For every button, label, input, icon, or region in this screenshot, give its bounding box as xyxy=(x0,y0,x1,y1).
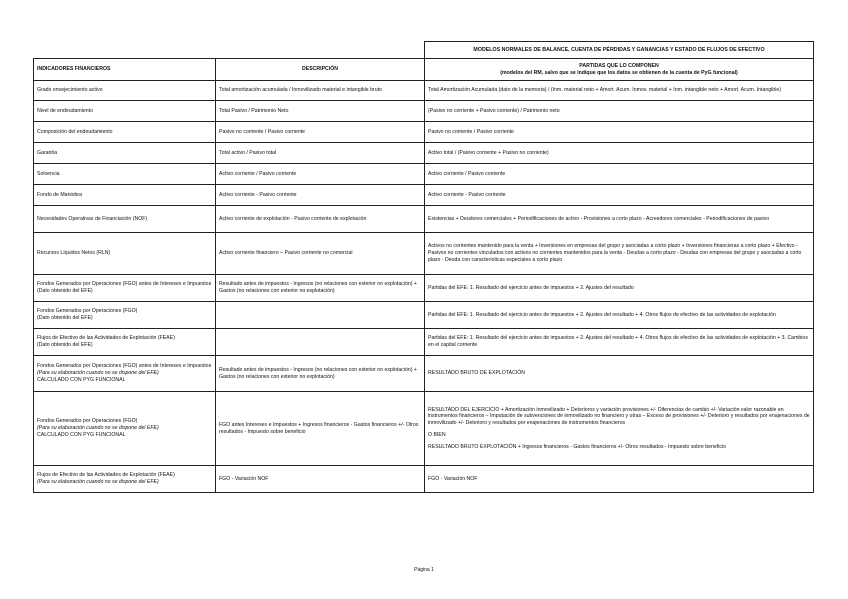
indicator-cell xyxy=(34,233,216,275)
table-row xyxy=(34,233,814,275)
indicator-text: Solvencia xyxy=(37,170,60,177)
table-row xyxy=(34,356,814,392)
table-row xyxy=(34,164,814,185)
parts-cell xyxy=(425,101,814,122)
description-cell: Total Pasivo / Patrimonio Neto xyxy=(216,101,425,122)
indicator-text: (Dato obtenido del EFE) xyxy=(37,315,93,321)
indicator-text: CALCULADO CON PYG FUNCIONAL xyxy=(37,376,126,383)
indicator-cell xyxy=(34,164,216,185)
table-row xyxy=(34,101,814,122)
description-cell: Total amortización acumulada / Inmovilizado material e intangible bruto xyxy=(216,81,425,101)
indicator-text: Fondos Generados por Operaciones (FGO) xyxy=(37,418,138,425)
indicator-cell xyxy=(34,356,216,392)
table-row xyxy=(34,275,814,302)
indicator-text: Garantía xyxy=(37,149,58,156)
indicator-text: Necesidades Operativas de Financiación (NOF) xyxy=(37,215,148,222)
parts-cell xyxy=(425,233,814,275)
parts-text: RESULTADO DEL EJERCICIO + Amortización inmovilizado + Deterioros y variación provisiones +/- Diferencias de cambio +/- Variación valor razonable en instrumentos financieros – Imputación de subvenciones de inmovilizado no financiero y otras – Exceso de provisiones +/- Deterioro y resultados por enajenaciones de inmovilizado +/- Deterioro y resultados por enajenaciones de instrumentos financieros xyxy=(428,406,810,427)
parts-text: RESULTADO BRUTO EXPLOTACIÓN + Ingresos financieros - Gastos financieros +/- Otros resultados - Impuesto sobre beneficio xyxy=(428,443,727,450)
indicator-text: (Para su elaboración cuando no se dispone del EFE) xyxy=(37,479,159,485)
table-row xyxy=(34,143,814,164)
description-cell: FGO - Variación NOF xyxy=(216,466,425,493)
parts-cell xyxy=(425,185,814,206)
description-cell: Activo corriente de explotación - Pasivo corriente de explotación xyxy=(216,206,425,233)
parts-text: Activo total / (Pasivo corriente + Pasivo no corriente) xyxy=(428,149,549,156)
indicator-text: Nivel de endeudamiento xyxy=(37,107,93,114)
indicator-cell xyxy=(34,122,216,143)
parts-text: Activo corriente / Pasivo corriente xyxy=(428,170,506,177)
indicator-text: (Dato obtenido del EFE) xyxy=(37,342,93,348)
parts-text: Activos no corrientes mantenido para la venta + Inversiones en empresas del grupo y asociadas a corto plazo + Inversiones financieras a corto plazo + Efectivo - Pasivos no corrientes vinculados con activos no corrientes mantenidos para la venta - Deudas a corto plazo - Deudas con empresas del grupo y asociadas a corto plazo - Deuda con características especiales a corto plazo xyxy=(428,243,802,263)
description-cell: Resultado antes de impuestos - Ingresos (no relaciones con exterior no explotación) + Gastos (no relaciones con exterior no explotación) xyxy=(216,356,425,392)
indicator-cell xyxy=(34,275,216,302)
spreadsheet-page xyxy=(33,41,813,493)
table-row xyxy=(34,392,814,466)
indicator-cell xyxy=(34,206,216,233)
indicator-cell xyxy=(34,185,216,206)
parts-cell xyxy=(425,392,814,466)
indicator-text: Fondos Generados por Operaciones (FGO) antes de Intereses e Impuestos xyxy=(37,363,212,370)
parts-cell xyxy=(425,143,814,164)
table-row xyxy=(34,122,814,143)
table-row xyxy=(34,206,814,233)
description-cell: Activo corriente financiero – Pasivo corriente no comercial xyxy=(216,233,425,275)
parts-cell xyxy=(425,275,814,302)
parts-text: RESULTADO BRUTO DE EXPLOTACIÓN xyxy=(428,370,526,377)
description-cell: Resultado antes de impuestos - Ingresos (no relaciones con exterior no explotación) + Gastos (no relaciones con exterior no explotación) xyxy=(216,275,425,302)
table-row xyxy=(34,466,814,493)
indicator-cell xyxy=(34,81,216,101)
indicator-text: Recursos Líquidos Netos (RLN) xyxy=(37,250,111,257)
parts-cell xyxy=(425,122,814,143)
parts-text: Partidas del EFE: 1. Resultado del ejercicio antes de impuestos + 2. Ajustes del resultado xyxy=(428,284,634,291)
parts-text: Partidas del EFE: 1. Resultado del ejercicio antes de impuestos + 2. Ajustes del resultado + 4. Otros flujos de efectivo de las actividades de explotación + 3. Cambios en el capital corriente xyxy=(428,335,808,348)
table-row xyxy=(34,185,814,206)
indicator-cell xyxy=(34,392,216,466)
indicator-text: (Para su elaboración cuando no se dispone del EFE) xyxy=(37,370,159,377)
header-description: DESCRIPCIÓN xyxy=(216,59,425,81)
page-number: Página 1 xyxy=(414,567,434,573)
indicator-text: CALCULADO CON PYG FUNCIONAL xyxy=(37,431,126,438)
description-cell: Pasivo no corriente / Pasivo corriente xyxy=(216,122,425,143)
parts-text: Activo corriente - Pasivo corriente xyxy=(428,191,506,198)
indicator-cell xyxy=(34,329,216,356)
parts-text: Partidas del EFE: 1. Resultado del ejercicio antes de impuestos + 2. Ajustes del resultado + 4. Otros flujos de efectivo de las actividades de explotación xyxy=(428,311,776,318)
indicator-text: Fondos Generados por Operaciones (FGO) antes de Intereses e Impuestos xyxy=(37,281,212,288)
parts-text: O BIEN xyxy=(428,431,446,438)
description-cell xyxy=(216,302,425,329)
indicator-cell xyxy=(34,101,216,122)
table-row xyxy=(34,81,814,101)
indicator-cell xyxy=(34,143,216,164)
indicator-cell xyxy=(34,302,216,329)
parts-cell xyxy=(425,356,814,392)
sheet-banner: MODELOS NORMALES DE BALANCE, CUENTA DE PÉRDIDAS Y GANANCIAS Y ESTADO DE FLUJOS DE EFECTIVO xyxy=(425,42,814,59)
parts-cell xyxy=(425,164,814,185)
table-row xyxy=(34,329,814,356)
header-parts-title: PARTIDAS QUE LO COMPONEN xyxy=(579,62,659,69)
parts-cell xyxy=(425,302,814,329)
header-row xyxy=(34,59,814,81)
parts-cell xyxy=(425,81,814,101)
indicator-text: (Dato obtenido del EFE) xyxy=(37,288,93,294)
parts-text: Pasivo no corriente / Pasivo corriente xyxy=(428,128,514,135)
header-parts-note: (modelos del RM, salvo que se indique que los datos se obtienen de la cuenta de PyG funcional) xyxy=(500,69,738,76)
description-cell: Activo corriente - Pasivo corriente xyxy=(216,185,425,206)
parts-cell xyxy=(425,329,814,356)
indicator-text: Fondo de Maniobra xyxy=(37,191,82,198)
parts-text: (Pasivo no corriente + Pasivo corriente) / Patrimonio neto xyxy=(428,107,560,114)
parts-text: FGO - Variación NOF xyxy=(428,475,478,482)
indicator-cell xyxy=(34,466,216,493)
table-body xyxy=(34,81,814,493)
parts-text: Total Amortización Acumulada (dato de la memoria) / (Inm. material neto + Amort. Acum. Inmov. material + Inm. intangible neto + Amort. Acum. Intangible) xyxy=(428,87,781,94)
description-cell: FGO antes Intereses e Impuestos + Ingresos financieros - Gastos financieros +/- Otros resultados - Impuesto sobre beneficio xyxy=(216,392,425,466)
indicator-text: Fondos Generados por Operaciones (FGO) xyxy=(37,308,138,315)
indicator-text: (Para su elaboración cuando no se dispone del EFE) xyxy=(37,425,159,432)
banner-row xyxy=(34,42,814,59)
header-parts xyxy=(425,59,814,81)
table-row xyxy=(34,302,814,329)
parts-cell xyxy=(425,466,814,493)
indicator-text: Composición del endeudamiento xyxy=(37,128,113,135)
parts-text: Existencias + Deudores comerciales + Periodificaciones de activo - Provisiones a corto plazo - Acreedores comerciales - Periodificaciones de pasivo xyxy=(428,215,770,222)
header-indicators: INDICADORES FINANCIEROS xyxy=(34,59,216,81)
indicators-table xyxy=(33,41,814,493)
indicator-text: Grado envejecimiento activo xyxy=(37,87,103,94)
description-cell: Activo corriente / Pasivo corriente xyxy=(216,164,425,185)
description-cell: Total activo / Pasivo total xyxy=(216,143,425,164)
indicator-text: Flujos de Efectivo de las Actividades de Explotación (FEAE) xyxy=(37,335,175,342)
description-cell xyxy=(216,329,425,356)
parts-cell xyxy=(425,206,814,233)
indicator-text: Flujos de Efectivo de las Actividades de Explotación (FEAE) xyxy=(37,472,175,479)
